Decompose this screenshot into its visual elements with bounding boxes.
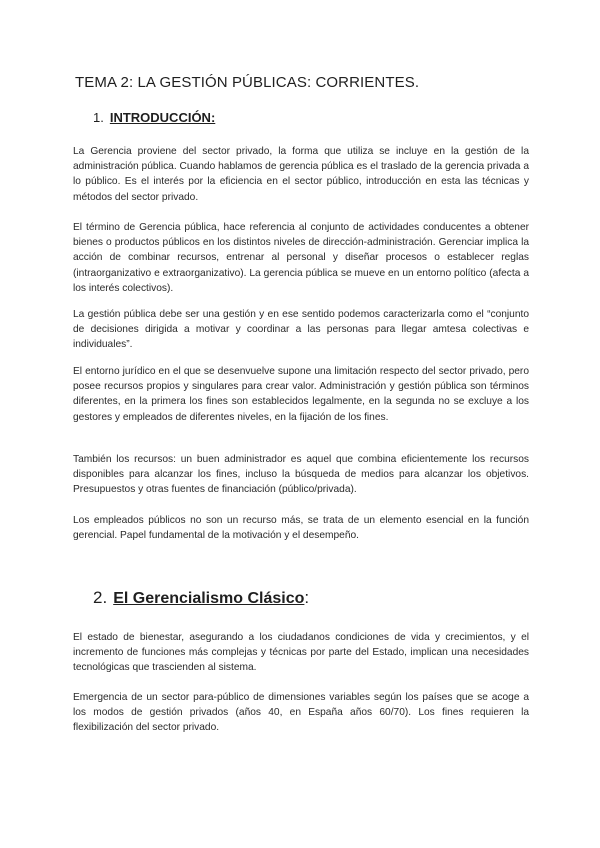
- paragraph: Emergencia de un sector para-público de dimensiones variables según los países que se acoge a los modos de gestión privados (años 40, en España años 60/70). Los fines requieren la flexibilización del sector privado.: [73, 692, 529, 734]
- paragraph: El entorno jurídico en el que se desenvuelve supone una limitación respecto del sector privado, pero posee recursos propios y singulares para crear valor. Administración y gestión pública son términos diferentes, en la primera los fines son establecidos legalmente, en la segunda no se excluye a los gestores y empleados de diferentes niveles, en la fijación de los fines.: [73, 366, 529, 423]
- paragraph: El término de Gerencia pública, hace referencia al conjunto de actividades conducentes a obtener bienes o productos públicos en los distintos niveles de dirección-administración. Gerenciar implica la acción de combinar recursos, entrenar al personal y diseñar procesos o establecer reglas (intraorganizativo e extraorganizativo). La gerencia pública se mueve en un entorno político (afecta a los interés colectivos).: [73, 222, 529, 294]
- section-title-suffix: :: [304, 588, 310, 607]
- section-number: 2.: [93, 588, 108, 607]
- section-title: El Gerencialismo Clásico: [113, 590, 305, 607]
- paragraph: El estado de bienestar, asegurando a los ciudadanos condiciones de vida y crecimientos, y el incremento de funciones más complejas y técnicas por parte del Estado, implican una necesidades tecnológicas que trascienden al sistema.: [73, 632, 529, 674]
- section-title: INTRODUCCIÓN:: [109, 110, 216, 125]
- section-heading-gerencialismo: [93, 588, 309, 608]
- document-title: TEMA 2: LA GESTIÓN PÚBLICAS: CORRIENTES.: [75, 74, 420, 91]
- paragraph: La Gerencia proviene del sector privado, la forma que utiliza se incluye en la gestión de la administración pública. Cuando hablamos de gerencia pública es el traslado de la gerencia privada a lo público. Es el interés por la eficiencia en el sector público, introducción en esta las técnicas y métodos del sector privado.: [73, 146, 529, 203]
- section-heading-introduccion: [93, 110, 215, 125]
- paragraph: Los empleados públicos no son un recurso más, se trata de un elemento esencial en la función gerencial. Papel fundamental de la motivación y el desempeño.: [73, 515, 529, 542]
- section-number: 1.: [93, 110, 104, 125]
- paragraph: La gestión pública debe ser una gestión y en ese sentido podemos caracterizarla como el “conjunto de decisiones dirigida a motivar y coordinar a las personas para llegar amtesa colectivas e individuales”.: [73, 309, 529, 351]
- paragraph: También los recursos: un buen administrador es aquel que combina eficientemente los recursos disponibles para alcanzar los fines, incluso la búsqueda de medios para alcanzar los objetivos. Presupuestos y otras fuentes de financiación (público/privada).: [73, 454, 529, 496]
